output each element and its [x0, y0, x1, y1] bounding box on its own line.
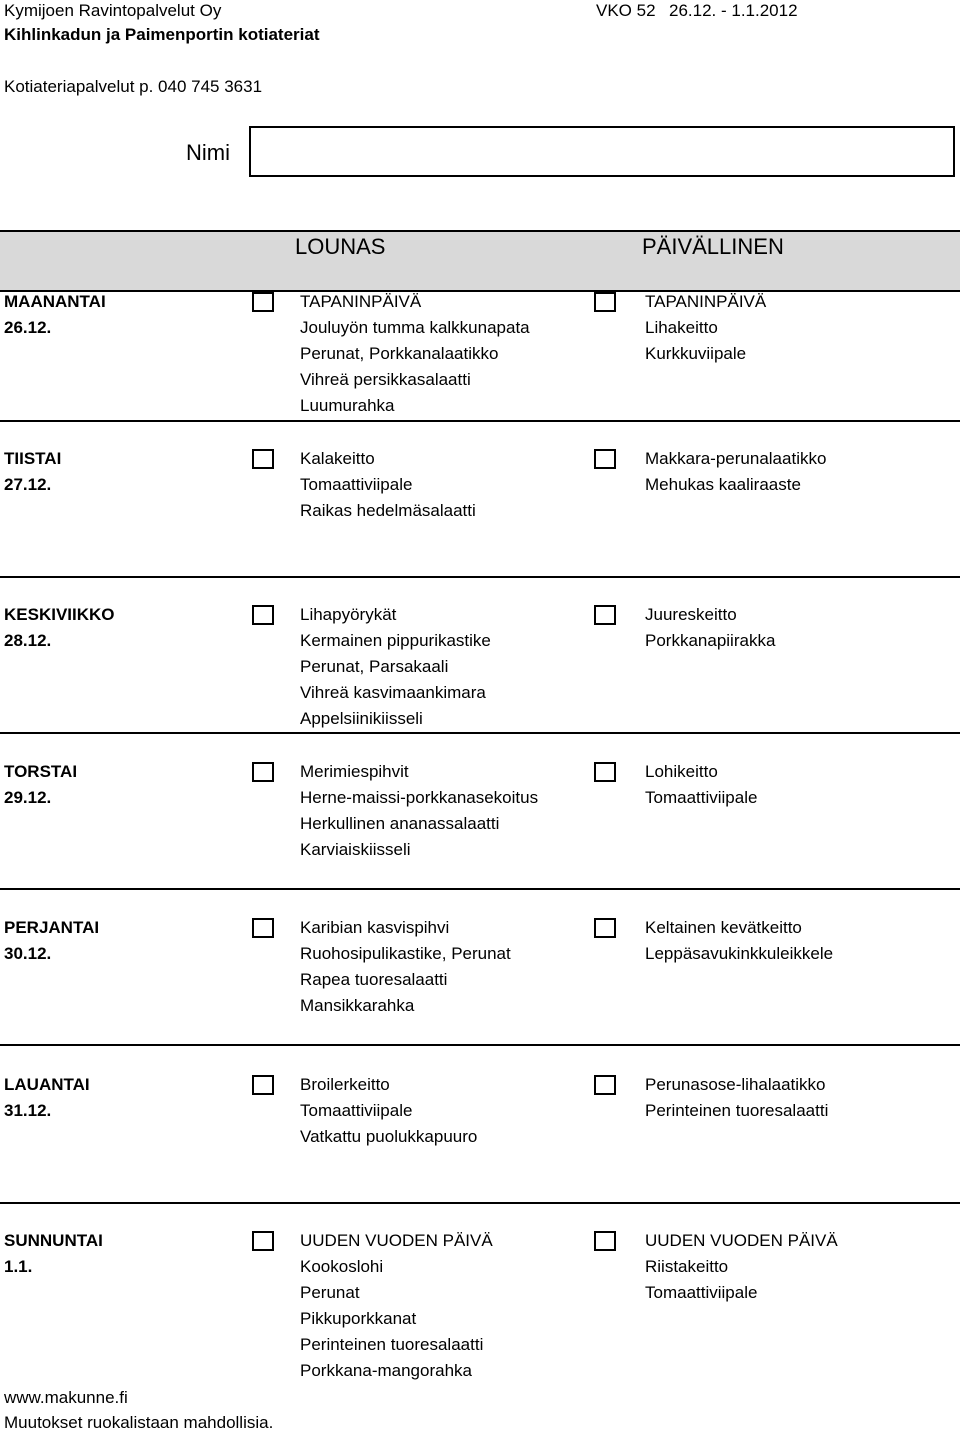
lunch-item: Herkullinen ananassalaatti	[300, 814, 500, 833]
day-date: 1.1.	[4, 1257, 33, 1276]
dinner-item: Tomaattiviipale	[645, 788, 758, 807]
day-date: 28.12.	[4, 631, 52, 650]
dinner-menu	[645, 915, 833, 967]
lunch-menu	[300, 759, 538, 863]
day-divider	[0, 1044, 960, 1046]
lunch-item: Herne-maissi-porkkanasekoitus	[300, 788, 539, 807]
lunch-column-title: LOUNAS	[295, 234, 386, 259]
dinner-item: Lihakeitto	[645, 318, 718, 337]
lunch-item: Mansikkarahka	[300, 996, 415, 1015]
footer-note: Muutokset ruokalistaan mahdollisia.	[4, 1413, 274, 1432]
lunch-item: Perunat, Parsakaali	[300, 657, 449, 676]
day-date: 30.12.	[4, 944, 52, 963]
lunch-item: Perunat, Porkkanalaatikko	[300, 344, 499, 363]
lunch-item: Ruohosipulikastike, Perunat	[300, 944, 511, 963]
dinner-checkbox[interactable]	[594, 1231, 616, 1251]
dinner-item: Mehukas kaaliraaste	[645, 475, 801, 494]
page-subtitle: Kihlinkadun ja Paimenportin kotiateriat	[4, 25, 320, 44]
dinner-checkbox[interactable]	[594, 918, 616, 938]
dinner-item: UUDEN VUODEN PÄIVÄ	[645, 1231, 838, 1250]
day-date: 29.12.	[4, 788, 52, 807]
lunch-item: Lihapyörykät	[300, 605, 397, 624]
column-header-band	[0, 230, 960, 292]
lunch-checkbox[interactable]	[252, 918, 274, 938]
dinner-menu	[645, 1228, 838, 1306]
lunch-item: Porkkana-mangorahka	[300, 1361, 472, 1380]
name-label: Nimi	[186, 140, 230, 165]
lunch-item: Vihreä kasvimaankimara	[300, 683, 486, 702]
day-name: TIISTAI	[4, 449, 62, 468]
dinner-item: Perunasose-lihalaatikko	[645, 1075, 826, 1094]
dinner-item: Tomaattiviipale	[645, 1283, 758, 1302]
lunch-item: Merimiespihvit	[300, 762, 409, 781]
dinner-column-title: PÄIVÄLLINEN	[642, 234, 784, 259]
day-name: LAUANTAI	[4, 1075, 90, 1094]
lunch-checkbox[interactable]	[252, 1231, 274, 1251]
lunch-item: Rapea tuoresalaatti	[300, 970, 448, 989]
lunch-item: Broilerkeitto	[300, 1075, 390, 1094]
day-name: MAANANTAI	[4, 292, 106, 311]
dinner-item: Perinteinen tuoresalaatti	[645, 1101, 829, 1120]
website-link[interactable]: www.makunne.fi	[4, 1388, 128, 1407]
dinner-checkbox[interactable]	[594, 762, 616, 782]
dinner-item: Leppäsavukinkkuleikkele	[645, 944, 834, 963]
dinner-menu	[645, 289, 766, 367]
lunch-checkbox[interactable]	[252, 762, 274, 782]
lunch-item: Kalakeitto	[300, 449, 375, 468]
lunch-item: Vihreä persikkasalaatti	[300, 370, 471, 389]
lunch-item: Perinteinen tuoresalaatti	[300, 1335, 484, 1354]
lunch-item: Kermainen pippurikastike	[300, 631, 491, 650]
lunch-checkbox[interactable]	[252, 1075, 274, 1095]
name-field[interactable]	[249, 126, 955, 177]
lunch-item: Pikkuporkkanat	[300, 1309, 417, 1328]
lunch-item: Tomaattiviipale	[300, 475, 413, 494]
dinner-item: Lohikeitto	[645, 762, 718, 781]
lunch-checkbox[interactable]	[252, 292, 274, 312]
day-divider	[0, 576, 960, 578]
day-date: 31.12.	[4, 1101, 52, 1120]
lunch-item: UUDEN VUODEN PÄIVÄ	[300, 1231, 493, 1250]
lunch-checkbox[interactable]	[252, 605, 274, 625]
lunch-menu	[300, 602, 491, 732]
dinner-menu	[645, 602, 775, 654]
dinner-checkbox[interactable]	[594, 449, 616, 469]
lunch-item: Jouluyön tumma kalkkunapata	[300, 318, 530, 337]
lunch-item: Kookoslohi	[300, 1257, 384, 1276]
dinner-item: Juureskeitto	[645, 605, 737, 624]
dinner-checkbox[interactable]	[594, 605, 616, 625]
dinner-item: Porkkanapiirakka	[645, 631, 776, 650]
dinner-checkbox[interactable]	[594, 1075, 616, 1095]
dinner-item: Makkara-perunalaatikko	[645, 449, 827, 468]
lunch-item: TAPANINPÄIVÄ	[300, 292, 422, 311]
lunch-checkbox[interactable]	[252, 449, 274, 469]
day-date: 26.12.	[4, 318, 52, 337]
lunch-menu	[300, 1072, 477, 1150]
lunch-item: Raikas hedelmäsalaatti	[300, 501, 476, 520]
dinner-item: Kurkkuviipale	[645, 344, 747, 363]
dinner-item: Riistakeitto	[645, 1257, 729, 1276]
lunch-menu	[300, 1228, 493, 1384]
lunch-item: Karviaiskiisseli	[300, 840, 411, 859]
day-name: PERJANTAI	[4, 918, 100, 937]
day-divider	[0, 732, 960, 734]
day-name: SUNNUNTAI	[4, 1231, 103, 1250]
lunch-item: Vatkattu puolukkapuuro	[300, 1127, 478, 1146]
dinner-menu	[645, 1072, 828, 1124]
dinner-menu	[645, 759, 757, 811]
lunch-item: Karibian kasvispihvi	[300, 918, 450, 937]
company-name: Kymijoen Ravintopalvelut Oy	[4, 1, 222, 20]
day-name: KESKIVIIKKO	[4, 605, 115, 624]
day-name: TORSTAI	[4, 762, 78, 781]
day-date: 27.12.	[4, 475, 52, 494]
service-contact: Kotiateriapalvelut p. 040 745 3631	[4, 77, 263, 96]
week-dates: 26.12. - 1.1.2012	[669, 1, 798, 20]
lunch-item: Luumurahka	[300, 396, 395, 415]
lunch-menu	[300, 446, 476, 524]
lunch-item: Appelsiinikiisseli	[300, 709, 423, 728]
week-number: VKO 52	[596, 1, 656, 20]
day-divider	[0, 1202, 960, 1204]
lunch-item: Tomaattiviipale	[300, 1101, 413, 1120]
dinner-checkbox[interactable]	[594, 292, 616, 312]
dinner-menu	[645, 446, 826, 498]
lunch-item: Perunat	[300, 1283, 360, 1302]
dinner-item: TAPANINPÄIVÄ	[645, 292, 767, 311]
lunch-menu	[300, 289, 530, 419]
day-divider	[0, 420, 960, 422]
dinner-item: Keltainen kevätkeitto	[645, 918, 802, 937]
day-divider	[0, 888, 960, 890]
lunch-menu	[300, 915, 511, 1019]
